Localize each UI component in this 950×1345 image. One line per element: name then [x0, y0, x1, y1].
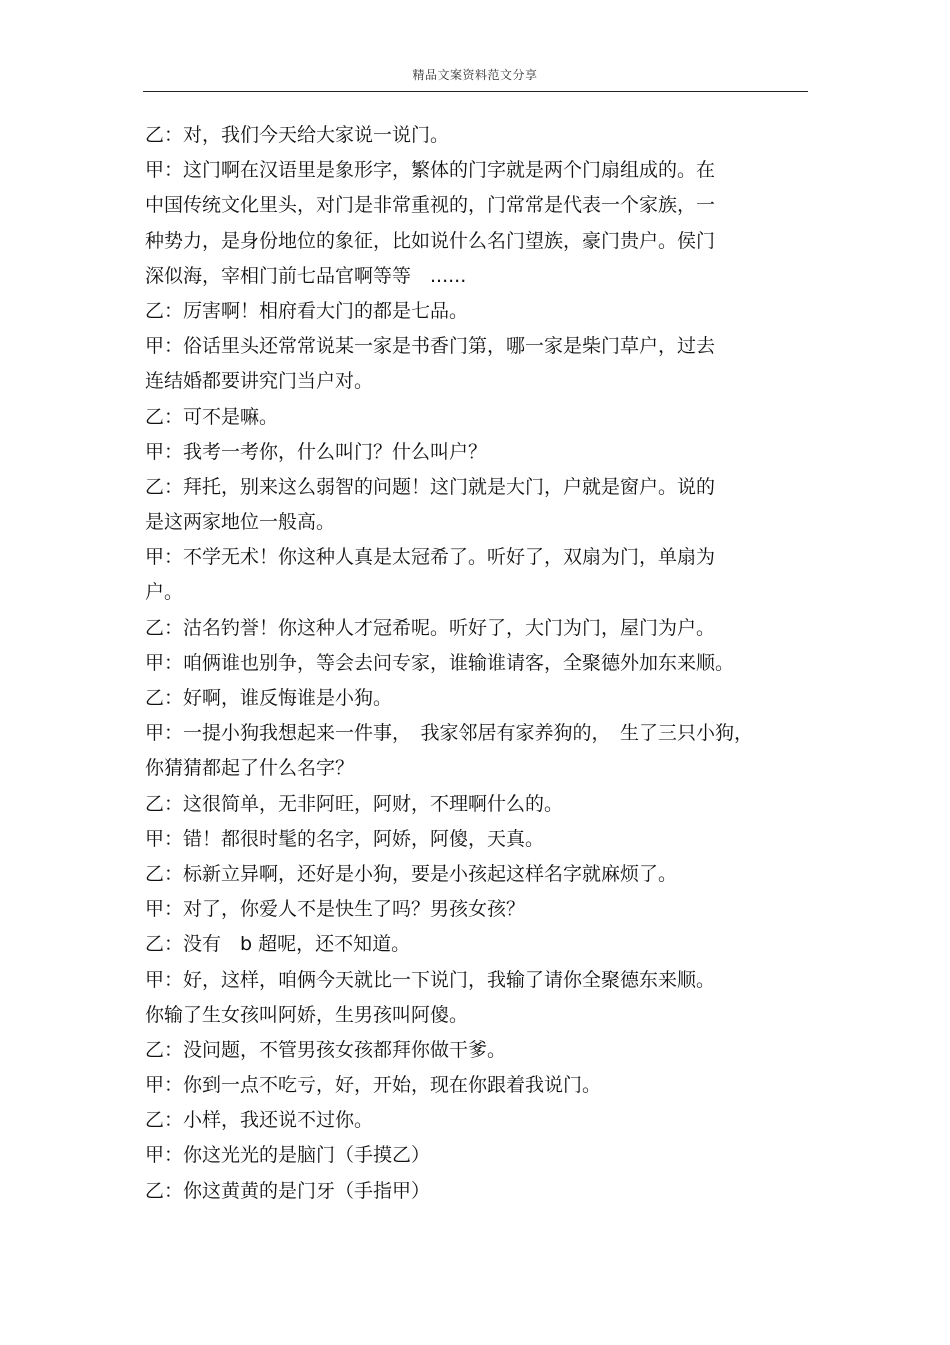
document-body — [145, 118, 785, 1209]
text-line: 乙：小样，我还说不过你。 — [145, 1109, 374, 1132]
text-line: 乙：没问题，不管男孩女孩都拜你做干爹。 — [145, 1038, 507, 1061]
text-line: 甲：俗话里头还常常说某一家是书香门第，哪一家是柴门草户，过去 — [145, 335, 716, 358]
text-line: 甲：你到一点不吃亏，好，开始，现在你跟着我说门。 — [145, 1074, 602, 1097]
text-line: 你输了生女孩叫阿娇，生男孩叫阿傻。 — [145, 1003, 469, 1026]
text-line: 连结婚都要讲究门当户对。 — [145, 370, 374, 393]
text-line: 乙：对，我们今天给大家说一说门。 — [145, 124, 450, 146]
header-divider — [143, 91, 808, 92]
text-line: 甲：好，这样，咱俩今天就比一下说门，我输了请你全聚德东来顺。 — [145, 968, 716, 991]
text-line: 甲：一提小狗我想起来一件事， 我家邻居有家养狗的， 生了三只小狗， — [145, 722, 754, 745]
text-line: 乙：好啊，谁反悔谁是小狗。 — [145, 687, 393, 709]
text-line: 中国传统文化里头，对门是非常重视的，门常常是代表一个家族，一 — [145, 194, 716, 217]
text-line: 甲：错！都很时髦的名字，阿娇，阿傻，天真。 — [145, 827, 545, 850]
text-line: 深似海，宰相门前七品官啊等等 ...... — [145, 264, 467, 287]
text-line: 乙：厉害啊！相府看大门的都是七品。 — [145, 299, 469, 322]
text-line: 甲：对了，你爱人不是快生了吗？男孩女孩？ — [145, 898, 526, 921]
text-line: 是这两家地位一般高。 — [145, 511, 336, 534]
page-header-title: 精品文案资料范文分享 — [412, 68, 538, 82]
text-line: 乙：可不是嘛。 — [145, 405, 279, 428]
text-line: 甲：这门啊在汉语里是象形字，繁体的门字就是两个门扇组成的。在 — [145, 159, 716, 182]
text-line: 乙：拜托，别来这么弱智的问题！这门就是大门，户就是窗户。说的 — [145, 475, 716, 498]
text-line: 乙：没有 b 超呢，还不知道。 — [145, 933, 411, 956]
text-line: 乙：你这黄黄的是门牙（手指甲） — [145, 1179, 431, 1202]
text-line: 甲：我考一考你，什么叫门？什么叫户？ — [145, 440, 488, 463]
text-line: 乙：标新立异啊，还好是小狗，要是小孩起这样名字就麻烦了。 — [145, 862, 678, 885]
text-line: 你猜猜都起了什么名字？ — [145, 757, 355, 780]
text-line: 乙：这很简单，无非阿旺，阿财，不理啊什么的。 — [145, 792, 564, 815]
text-line: 甲：不学无术！你这种人真是太冠希了。听好了，双扇为门，单扇为 — [145, 546, 716, 569]
text-line: 甲：咱俩谁也别争，等会去问专家，谁输谁请客，全聚德外加东来顺。 — [145, 651, 735, 674]
text-line: 乙：沽名钓誉！你这种人才冠希呢。听好了，大门为门，屋门为户。 — [145, 616, 716, 639]
text-line: 甲：你这光光的是脑门（手摸乙） — [145, 1144, 431, 1167]
text-line: 户。 — [145, 581, 184, 604]
text-line: 种势力，是身份地位的象征，比如说什么名门望族，豪门贵户。侯门 — [145, 229, 716, 252]
